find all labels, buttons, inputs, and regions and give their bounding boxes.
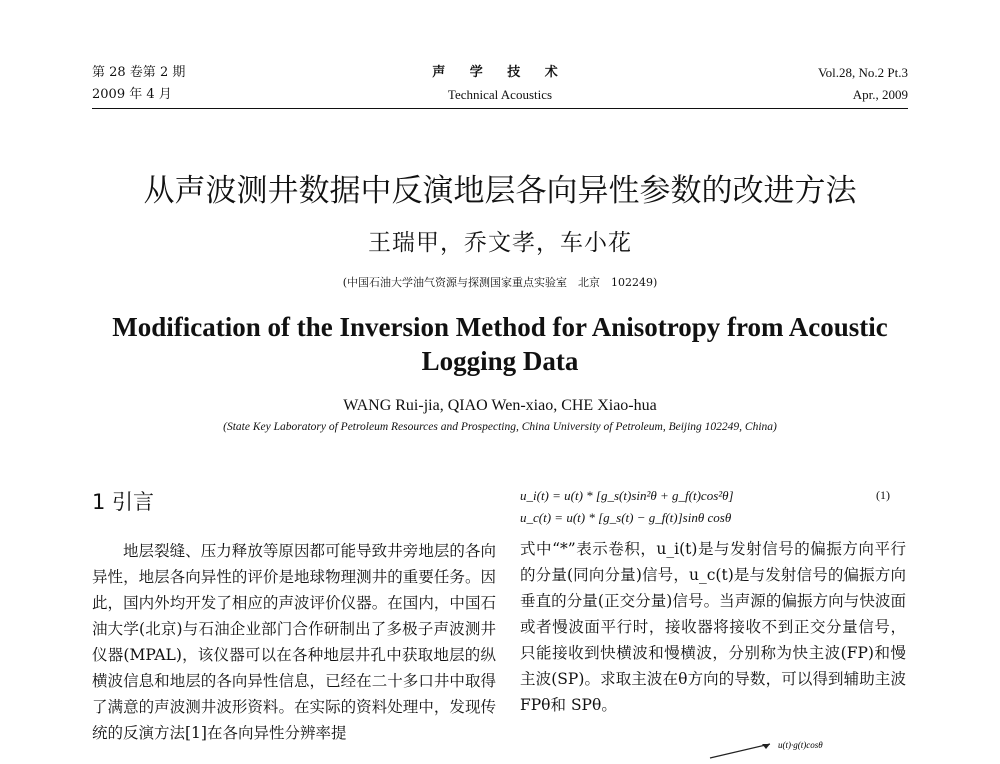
introduction-paragraph: 地层裂缝、压力释放等原因都可能导致井旁地层的各向异性，地层各向异性的评价是地球物理测井的重要任务。因此，国内外均开发了相应的声波评价仪器。在国内，中国石油大学(北京)与石油企业部门合作研制出了多极子声波测井仪器(MPAL)，该仪器可以在各种地层井孔中获取地层的纵横波信息和地层的各向异性信息，已经在二十多口井中取得了满意的声波测井波形资料。在实际的资料处理中，发现传统的反演方法[1]在各向异性分辨率提 (92, 542, 496, 742)
figure-label: u(t)·g(t)cosθ (778, 740, 823, 750)
journal-name-en: Technical Acoustics (447, 87, 553, 102)
figure-fragment (700, 736, 920, 760)
figure-arrow-diagram (700, 736, 920, 760)
paper-title-cn: 从声波测井数据中反演地层各向异性参数的改进方法 (143, 173, 857, 209)
header-issue-info-en (818, 62, 908, 106)
journal-name-cn: 声 学 技 术 (432, 65, 568, 80)
paper-title-en: Modification of the Inversion Method for Anisotropy from Acoustic Logging Data (112, 312, 888, 376)
header-volume-en: Vol.28, No.2 Pt.3 (817, 65, 908, 80)
figure-arrow-head (762, 744, 770, 749)
left-column-body (92, 538, 496, 746)
right-column-body (520, 536, 906, 718)
header-date-cn: 2009 年 4 月 (92, 87, 172, 102)
authors-en: WANG Rui-jia, QIAO Wen-xiao, CHE Xiao-hua (343, 397, 657, 414)
equation-number: (1) (876, 488, 890, 502)
header-divider (92, 108, 908, 109)
equation-explanation-paragraph: 式中“*”表示卷积，u_i(t)是与发射信号的偏振方向平行的分量(同向分量)信号，u_c(t)是与发射信号的偏振方向垂直的分量(正交分量)信号。当声源的偏振方向与快波面或者慢波面平行时，接收器将接收不到正交分量信号，只能接收到快横波和慢横波，分别称为快主波(FP)和慢主波(SP)。求取主波在θ方向的导数，可以得到辅助主波 FPθ和 SPθ。 (520, 540, 906, 714)
header-volume-issue: 第 28 卷第 2 期 (92, 65, 186, 80)
equation-1a: u_i(t) = u(t) * [g_s(t)sin²θ + g_f(t)cos²θ] (520, 488, 734, 503)
equation-1b: u_c(t) = u(t) * [g_s(t) − g_f(t)]sinθ cosθ (520, 510, 732, 525)
header-journal (400, 62, 600, 106)
header-volume-info (92, 62, 185, 106)
affiliation-cn: (中国石油大学油气资源与探测国家重点实验室 北京 102249) (342, 276, 658, 289)
section-heading-introduction: 1 引言 (92, 490, 155, 514)
figure-arrow-line (710, 744, 770, 758)
header-date-en: Apr., 2009 (852, 87, 908, 102)
authors-cn: 王瑞甲，乔文孝，车小花 (368, 230, 632, 256)
affiliation-en: (State Key Laboratory of Petroleum Resources and Prospecting, China University of Petroleum, Beijing 102249, China) (223, 421, 777, 433)
